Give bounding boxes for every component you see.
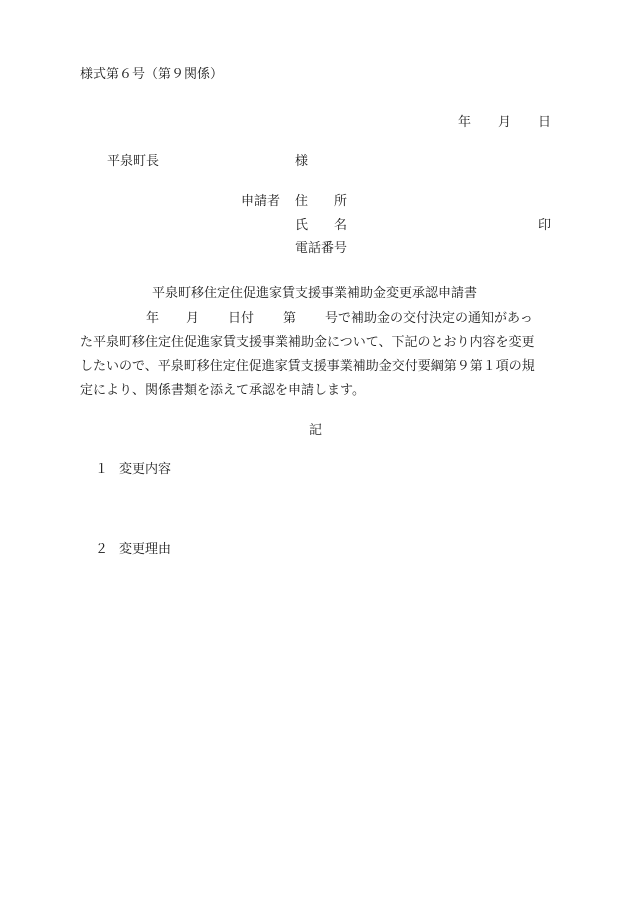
form-number: 様式第６号（第９関係） xyxy=(80,67,224,82)
body-line-2: た平泉町移住定住促進家賃支援事業補助金について、下記のとおり内容を変更 xyxy=(80,335,535,350)
item-2-number: ２ xyxy=(95,542,109,557)
body-month: 月 xyxy=(186,311,200,326)
body-paragraph xyxy=(80,307,552,403)
body-day: 日付 xyxy=(228,311,255,326)
item-2-label: 変更理由 xyxy=(119,542,172,557)
date-day: 日 xyxy=(538,115,552,130)
body-line-3: したいので、平泉町移住定住促進家賃支援事業補助金交付要綱第９第１項の規 xyxy=(80,359,535,374)
recipient-name: 平泉町長 xyxy=(107,154,160,169)
applicant-label: 申請者 xyxy=(241,194,281,209)
recipient-honorific: 様 xyxy=(295,154,309,169)
date-line xyxy=(440,115,552,131)
body-line-4: 定により、関係書類を添えて承認を申請します。 xyxy=(80,383,365,398)
applicant-name-label: 氏 名 xyxy=(295,218,348,233)
body-number-label: 第 xyxy=(283,311,297,326)
applicant-phone-label: 電話番号 xyxy=(295,241,348,256)
body-line-1 xyxy=(80,307,552,331)
applicant-address-label: 住 所 xyxy=(295,194,348,209)
seal-mark: 印 xyxy=(538,218,552,233)
note-heading: 記 xyxy=(309,423,323,438)
body-year: 年 xyxy=(146,311,160,326)
item-1-number: １ xyxy=(95,462,109,477)
body-line-1-rest: 号で補助金の交付決定の通知があっ xyxy=(325,311,533,326)
document-title: 平泉町移住定住促進家賃支援事業補助金変更承認申請書 xyxy=(152,286,478,301)
item-1-label: 変更内容 xyxy=(119,462,172,477)
date-year: 年 xyxy=(458,115,472,130)
date-month: 月 xyxy=(498,115,512,130)
